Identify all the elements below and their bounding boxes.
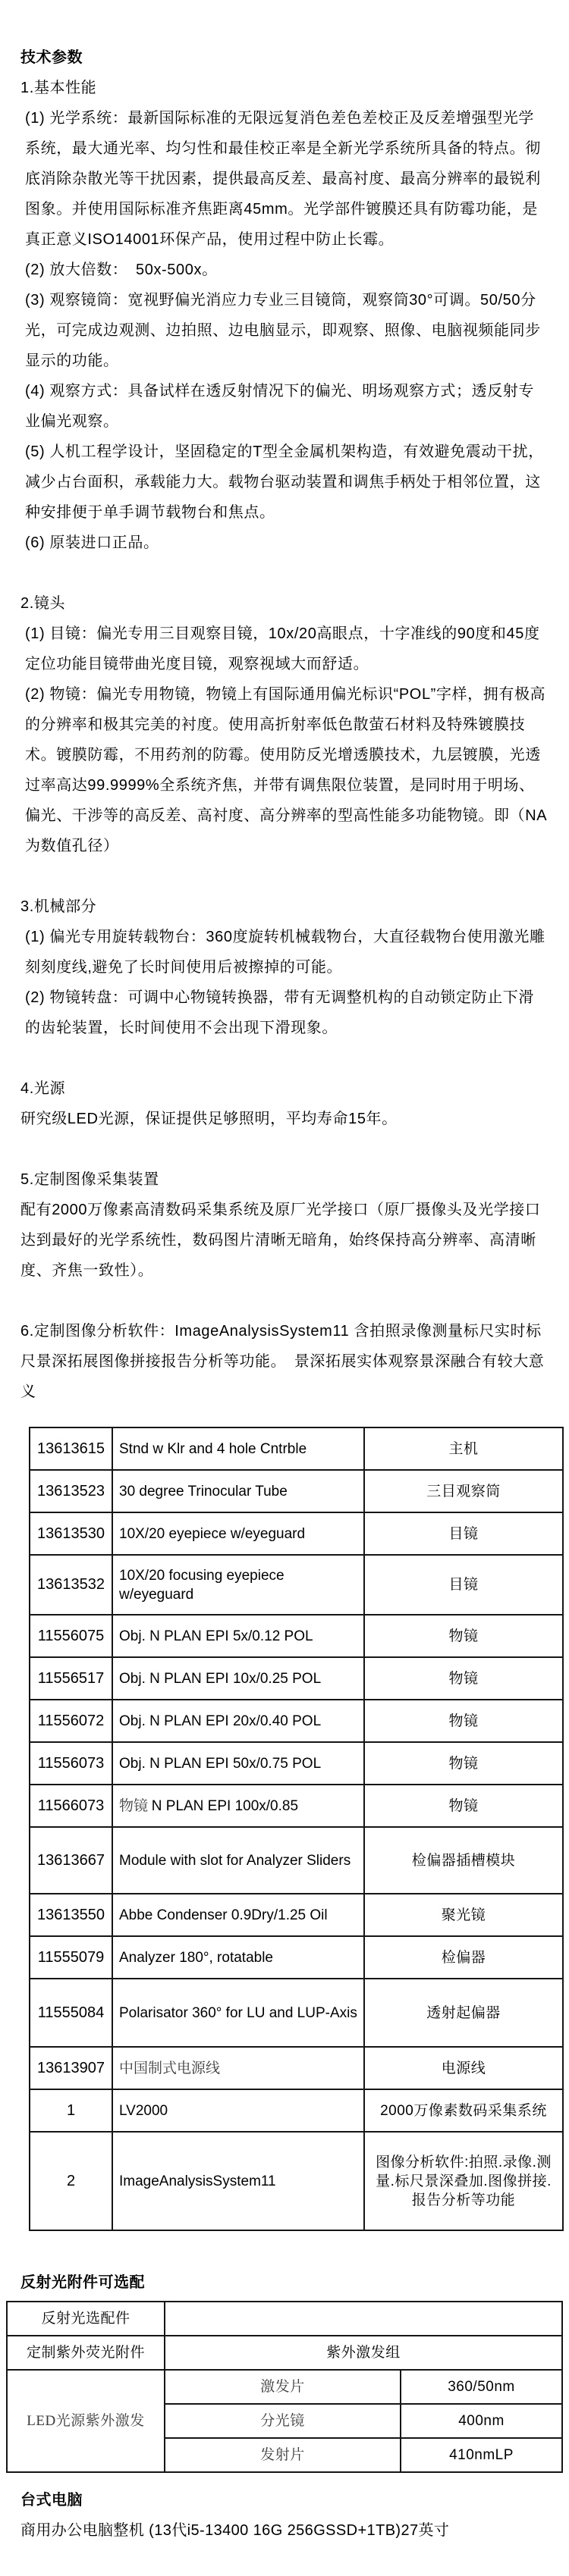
- parts-table-row: [30, 1827, 563, 1894]
- body-paragraph: (5) 人机工程学设计，坚固稳定的T型全金属机架构造，有效避免震动干扰，减少占台面积，承载能力大。载物台驱动装置和调焦手柄处于相邻位置，这种安排便于单手调节载物台和焦点。: [25, 443, 544, 521]
- parts-table-row: [30, 1742, 563, 1785]
- part-desc-cell: [112, 2047, 364, 2089]
- uv-item-cell: 分光镜: [165, 2404, 401, 2438]
- part-desc-cell: Module with slot for Analyzer Sliders: [112, 1827, 364, 1894]
- part-desc-cell: Obj. N PLAN EPI 50x/0.75 POL: [112, 1742, 364, 1785]
- body-paragraph: (4) 观察方式：具备试样在透反射情况下的偏光、明场观察方式；透反射专业偏光观察。: [25, 383, 534, 430]
- part-name-cell: 透射起偏器: [364, 1979, 563, 2047]
- part-desc-cell: Stnd w Klr and 4 hole Cntrble: [112, 1427, 364, 1470]
- part-desc-cn-text: 中国制式电源线: [119, 2060, 221, 2076]
- section-heading: 3.机械部分: [20, 898, 97, 915]
- body-paragraph: 6.定制图像分析软件：ImageAnalysisSystem11 含拍照录像测量标尺实时标尺景深拓展图像拼接报告分析等功能。 景深拓展实体观察景深融合有较大意义: [20, 1323, 545, 1400]
- optional-accessories-table: [6, 2301, 563, 2473]
- part-name-cell: 检偏器插槽模块: [364, 1827, 563, 1894]
- part-desc-cell: 10X/20 eyepiece w/eyeguard: [112, 1512, 364, 1555]
- optional-label-cell: 定制紫外荧光附件: [7, 2336, 165, 2370]
- part-name-cell: 图像分析软件:拍照.录像.测量.标尺景深叠加.图像拼接.报告分析等功能: [364, 2132, 563, 2230]
- body-paragraph: (6) 原装进口正品。: [25, 534, 159, 551]
- parts-table: [29, 1427, 564, 2231]
- page-title: 技术参数: [20, 49, 83, 66]
- parts-table-row: [30, 1657, 563, 1700]
- parts-table-row: [30, 1470, 563, 1512]
- part-code-cell: 1: [30, 2089, 112, 2132]
- section-heading: 1.基本性能: [20, 80, 97, 96]
- body-paragraph: (2) 物镜转盘：可调中心物镜转换器，带有无调整机构的自动锁定防止下滑的齿轮装置，长时间使用不会出现下滑现象。: [25, 989, 534, 1036]
- optional-accessories-heading: 反射光附件可选配: [20, 2274, 145, 2291]
- part-code-cell: 13613530: [30, 1512, 112, 1555]
- part-desc-cell: 物镜 N PLAN EPI 100x/0.85: [112, 1785, 364, 1827]
- part-desc-cell: Obj. N PLAN EPI 5x/0.12 POL: [112, 1615, 364, 1657]
- body-paragraph: (1) 目镜：偏光专用三目观察目镜，10x/20高眼点，十字准线的90度和45度定位功能目镜带曲光度目镜，观察视域大而舒适。: [25, 625, 540, 672]
- document-body: [0, 73, 569, 1407]
- parts-table-row: [30, 1700, 563, 1742]
- optional-label-cell: 反射光选配件: [7, 2302, 165, 2336]
- part-name-cell: 电源线: [364, 2047, 563, 2089]
- parts-table-row: [30, 1936, 563, 1979]
- body-paragraph: (2) 物镜：偏光专用物镜，物镜上有国际通用偏光标识“POL”字样，拥有极高的分辨率和极其完美的衬度。使用高折射率低色散萤石材料及特殊镀膜技术。镀膜防霉，不用药剂的防霉。使用防反光增透膜技术，九层镀膜，光透过率高达99.9999%全系统齐焦，并带有调焦限位装置，是同时用于明场、偏光、干涉等的高反差、高衬度、高分辨率的型高性能多功能物镜。即（NA为数值孔径）: [25, 686, 548, 854]
- parts-table-row: [30, 2089, 563, 2132]
- part-code-cell: 11566073: [30, 1785, 112, 1827]
- part-desc-cell: Obj. N PLAN EPI 10x/0.25 POL: [112, 1657, 364, 1700]
- section-heading: 5.定制图像采集装置: [20, 1171, 159, 1188]
- body-paragraph: (1) 偏光专用旋转载物台：360度旋转机械载物台，大直径载物台使用激光雕刻刻度线,避免了长时间使用后被擦掉的可能。: [25, 929, 545, 976]
- optional-value-cell: [165, 2302, 562, 2336]
- uv-item-cell: 激发片: [165, 2370, 401, 2404]
- body-paragraph: 研究级LED光源，保证提供足够照明，平均寿命15年。: [20, 1111, 398, 1127]
- part-code-cell: 2: [30, 2132, 112, 2230]
- part-name-cell: 主机: [364, 1427, 563, 1470]
- part-code-cell: 13613667: [30, 1827, 112, 1894]
- part-name-cell: 目镜: [364, 1512, 563, 1555]
- parts-table-row: [30, 1979, 563, 2047]
- body-paragraph: 配有2000万像素高清数码采集系统及原厂光学接口（原厂摄像头及光学接口达到最好的光学系统性，数码图片清晰无暗角，始终保持高分辨率、高清晰度、齐焦一致性）。: [20, 1202, 541, 1279]
- part-code-cell: 11556075: [30, 1615, 112, 1657]
- desktop-pc-spec: 商用办公电脑整机 (13代i5-13400 16G 256GSSD+1TB)27英寸: [20, 2522, 450, 2539]
- part-desc-cell: 10X/20 focusing eyepiece w/eyeguard: [112, 1555, 364, 1615]
- part-name-cell: 检偏器: [364, 1936, 563, 1979]
- part-desc-cell: Polarisator 360° for LU and LUP-Axis: [112, 1979, 364, 2047]
- part-name-cell: 物镜: [364, 1615, 563, 1657]
- parts-table-row: [30, 1427, 563, 1470]
- part-code-cell: 11556517: [30, 1657, 112, 1700]
- body-paragraph: (1) 光学系统：最新国际标准的无限远复消色差色差校正及反差增强型光学系统，最大通光率、均匀性和最佳校正率是全新光学系统所具备的特点。彻底消除杂散光等干扰因素，提供最高反差、最高衬度、最高分辨率的最锐利图象。并使用国际标准齐焦距离45mm。光学部件镀膜还具有防霉功能，是真正意义ISO14001环保产品，使用过程中防止长霉。: [25, 110, 541, 248]
- part-desc-cell: Analyzer 180°, rotatable: [112, 1936, 364, 1979]
- part-desc-cn-text: 物镜: [119, 1797, 152, 1814]
- part-desc-cell: Abbe Condenser 0.9Dry/1.25 Oil: [112, 1894, 364, 1936]
- parts-table-row: [30, 1894, 563, 1936]
- part-name-cell: 物镜: [364, 1742, 563, 1785]
- parts-table-row: [30, 2132, 563, 2230]
- desktop-pc-heading: 台式电脑: [20, 2492, 83, 2509]
- parts-table-row: [30, 1555, 563, 1615]
- part-code-cell: 13613523: [30, 1470, 112, 1512]
- uv-value-cell: 360/50nm: [401, 2370, 562, 2404]
- part-desc-cell: Obj. N PLAN EPI 20x/0.40 POL: [112, 1700, 364, 1742]
- part-code-cell: 11556073: [30, 1742, 112, 1785]
- part-code-cell: 13613907: [30, 2047, 112, 2089]
- part-desc-cell: LV2000: [112, 2089, 364, 2132]
- part-name-cell: 2000万像素数码采集系统: [364, 2089, 563, 2132]
- part-name-cell: 物镜: [364, 1700, 563, 1742]
- part-name-cell: 聚光镜: [364, 1894, 563, 1936]
- body-paragraph: (2) 放大倍数： 50x-500x。: [25, 262, 218, 278]
- uv-item-cell: 发射片: [165, 2438, 401, 2472]
- section-heading: 4.光源: [20, 1080, 66, 1097]
- part-name-cell: 物镜: [364, 1785, 563, 1827]
- led-uv-group-label-cell: LED光源紫外激发: [7, 2370, 165, 2472]
- part-desc-cell: ImageAnalysisSystem11: [112, 2132, 364, 2230]
- section-heading: 2.镜头: [20, 595, 66, 612]
- part-name-cell: 目镜: [364, 1555, 563, 1615]
- parts-table-row: [30, 1512, 563, 1555]
- part-name-cell: 物镜: [364, 1657, 563, 1700]
- uv-value-cell: 400nm: [401, 2404, 562, 2438]
- part-code-cell: 13613532: [30, 1555, 112, 1615]
- parts-table-row: [30, 1615, 563, 1657]
- part-code-cell: 13613550: [30, 1894, 112, 1936]
- part-code-cell: 11556072: [30, 1700, 112, 1742]
- optional-row-uv-attachment: [7, 2336, 562, 2370]
- parts-table-row: [30, 1785, 563, 1827]
- optional-row-uv-excitation: [7, 2370, 562, 2404]
- part-code-cell: 13613615: [30, 1427, 112, 1470]
- body-paragraph: (3) 观察镜筒：宽视野偏光消应力专业三目镜筒，观察筒30°可调。50/50分光，可完成边观测、边拍照、边电脑显示，即观察、照像、电脑视频能同步显示的功能。: [25, 292, 541, 369]
- optional-row-accessory: [7, 2302, 562, 2336]
- part-code-cell: 11555084: [30, 1979, 112, 2047]
- parts-table-row: [30, 2047, 563, 2089]
- part-name-cell: 三目观察筒: [364, 1470, 563, 1512]
- uv-value-cell: 410nmLP: [401, 2438, 562, 2472]
- part-code-cell: 11555079: [30, 1936, 112, 1979]
- part-desc-cell: 30 degree Trinocular Tube: [112, 1470, 364, 1512]
- optional-value-cell: 紫外激发组: [165, 2336, 562, 2370]
